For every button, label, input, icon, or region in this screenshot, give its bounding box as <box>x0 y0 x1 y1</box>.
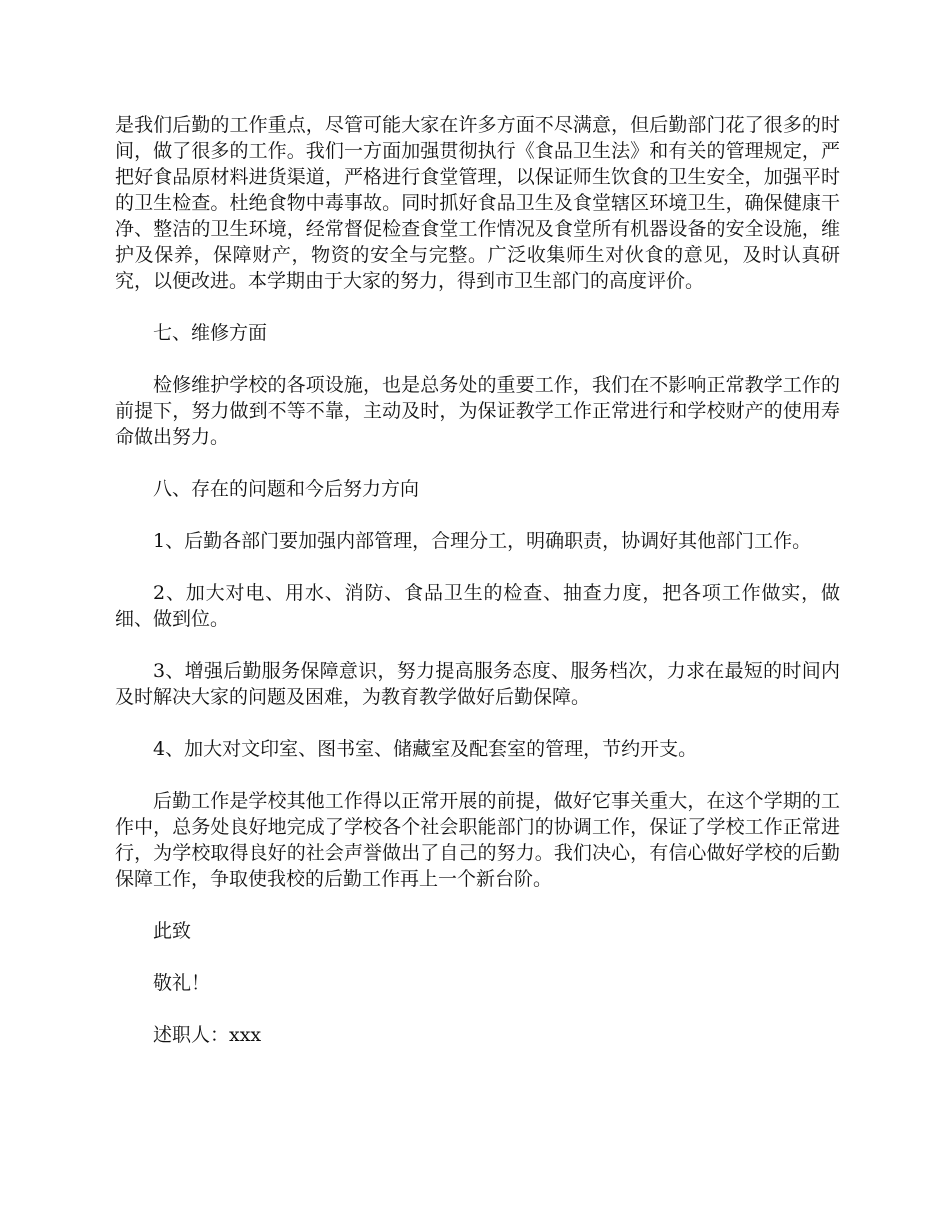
document-page <box>115 112 840 1074</box>
intro-paragraph: 是我们后勤的工作重点，尽管可能大家在许多方面不尽满意，但后勤部门花了很多的时间，做了很多的工作。我们一方面加强贯彻执行《食品卫生法》和有关的管理规定，严把好食品原材料进货渠道，严格进行食堂管理，以保证师生饮食的卫生安全，加强平时的卫生检查。杜绝食物中毒事故。同时抓好食品卫生及食堂辖区环境卫生，确保健康干净、整洁的卫生环境，经常督促检查食堂工作情况及食堂所有机器设备的安全设施，维护及保养，保障财产，物资的安全与完整。广泛收集师生对伙食的意见，及时认真研究，以便改进。本学期由于大家的努力，得到市卫生部门的高度评价。 <box>115 114 840 292</box>
maintenance-paragraph: 检修维护学校的各项设施，也是总务处的重要工作，我们在不影响正常教学工作的前提下，努力做到不等不靠，主动及时，为保证教学工作正常进行和学校财产的使用寿命做出努力。 <box>115 374 840 448</box>
closing-regards: 敬礼！ <box>153 972 211 994</box>
signature-line: 述职人：xxx <box>153 1024 262 1046</box>
section-heading-maintenance: 七、维修方面 <box>153 322 268 344</box>
list-item: 3、增强后勤服务保障意识，努力提高服务态度、服务档次，力求在最短的时间内及时解决大家的问题及困难，为教育教学做好后勤保障。 <box>115 660 840 708</box>
list-item: 4、加大对文印室、图书室、储藏室及配套室的管理，节约开支。 <box>153 738 698 760</box>
list-item: 2、加大对电、用水、消防、食品卫生的检查、抽查力度，把各项工作做实，做细、做到位。 <box>115 582 840 630</box>
closing-salutation: 此致 <box>153 920 192 942</box>
list-item: 1、后勤各部门要加强内部管理，合理分工，明确职责，协调好其他部门工作。 <box>153 530 812 552</box>
conclusion-paragraph: 后勤工作是学校其他工作得以正常开展的前提，做好它事关重大，在这个学期的工作中，总务处良好地完成了学校各个社会职能部门的协调工作，保证了学校工作正常进行，为学校取得良好的社会声誉做出了自己的努力。我们决心，有信心做好学校的后勤保障工作，争取使我校的后勤工作再上一个新台阶。 <box>115 790 840 890</box>
section-heading-problems: 八、存在的问题和今后努力方向 <box>153 478 420 500</box>
